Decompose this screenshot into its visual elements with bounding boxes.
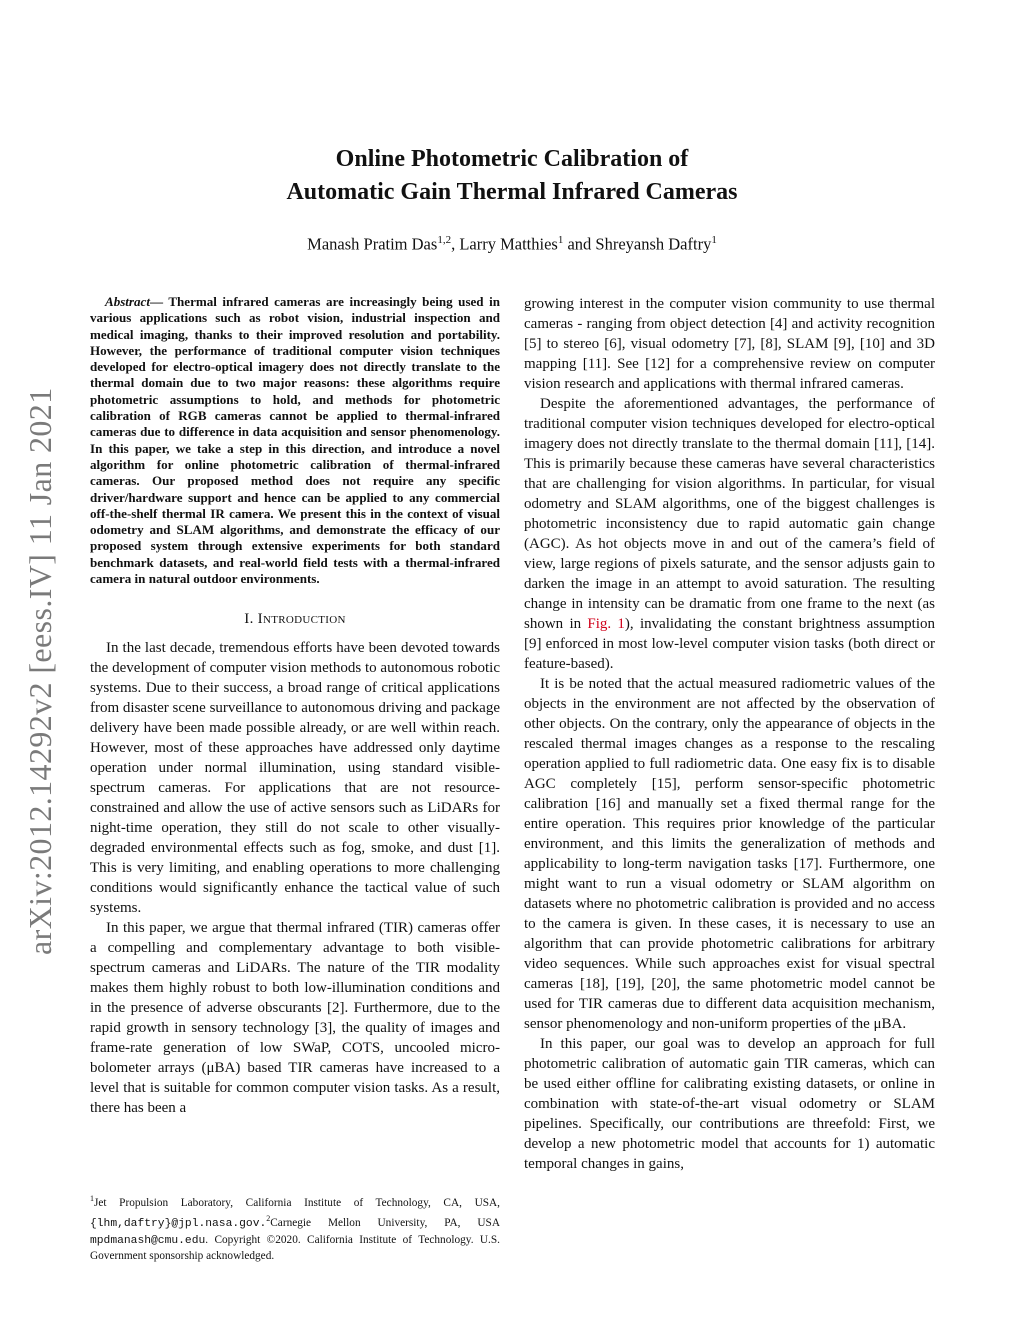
author-3-affiliation: 1 — [711, 234, 717, 246]
author-1: Manash Pratim Das — [307, 234, 438, 254]
footnote-marker-2: 2 — [266, 1214, 271, 1224]
footnote-email-1: {lhm,daftry}@jpl.nasa.gov. — [90, 1218, 267, 1231]
intro-paragraph-continued: growing interest in the computer vision community to use thermal cameras - ranging from object detection [4] and activity recognition [5] to stereo [6], visual odometry [7], [8], SLAM [9], [10] and 3D mapping [11]. See [12] for a comprehensive review on computer vision research and applications with thermal infrared cameras. — [524, 296, 935, 392]
paper-title — [0, 143, 1024, 209]
title-line-2: Automatic Gain Thermal Infrared Cameras — [286, 179, 738, 205]
intro-paragraph-2: In this paper, we argue that thermal infrared (TIR) cameras offer a compelling and complementary advantage to both visible-spectrum cameras and LiDARs. The nature of the TIR modality makes them highly robust to both low-illumination conditions and in the presence of adverse obscurants [2]. Furthermore, due to the rapid growth in sensory technology [3], the quality of images and frame-rate generation of low SWaP, COTS, uncooled micro-bolometer arrays (μBA) based TIR cameras have increased to a level that is suitable for common computer vision tasks. As a result, there has been a — [90, 920, 500, 1117]
intro-paragraph-3 — [524, 394, 935, 674]
footnote-email-2: mpdmanash@cmu.edu — [90, 1234, 206, 1247]
section-heading-introduction: I. Introduction — [244, 611, 346, 628]
left-column — [90, 294, 500, 1118]
right-column — [524, 294, 935, 1174]
paragraph-text: ), invalidating the constant brightness assumption [9] enforced in most low-level computer vision tasks (both direct or feature-based). — [524, 616, 935, 672]
author-separator: , — [451, 234, 460, 254]
abstract-text: Thermal infrared cameras are increasingly being used in various applications such as robot vision, industrial inspection and medical imaging, thanks to their improved resolution and portability. However, the performance of traditional computer vision techniques developed for electro-optical imagery does not directly translate to the thermal domain due to two major reasons: these algorithms require photometric assumptions to hold, and methods for photometric calibration of RGB cameras cannot be applied to thermal-infrared cameras due to difference in data acquisition and sensor phenomenology. In this paper, we take a step in this direction, and introduce a novel algorithm for online photometric calibration of thermal-infrared cameras. Our proposed method does not require any specific driver/hardware support and hence can be applied to any commercial off-the-shelf thermal IR camera. We present this in the context of visual odometry and SLAM algorithms, and demonstrate the efficacy of our proposed system through extensive experiments for both standard benchmark datasets, and real-world field tests with a thermal-infrared camera in natural outdoor environments. — [90, 294, 500, 587]
intro-paragraph-1: In the last decade, tremendous efforts have been devoted towards the development of computer vision methods to autonomous robotic systems. Due to their success, a broad range of critical applications from disaster scene surveillance to autonomous driving and package delivery have been made possible already, or are well within reach. However, most of these approaches have addressed only daytime operation under normal illumination, using standard visible-spectrum cameras. For applications that are not resource-constrained and allow the use of active sensors such as LiDARs for night-time operation, they still do not scale to other visually-degraded environmental effects such as fog, smoke, and dust [1]. This is very limiting, and enabling operations to more challenging conditions would significantly enhance the tactical value of such systems. — [90, 640, 500, 917]
footnote-copyright: . Copyright ©2020. California Institute of Technology. U.S. Government sponsorship acknowledged. — [90, 1233, 500, 1263]
intro-paragraph-4: It is be noted that the actual measured radiometric values of the objects in the environment are not affected by the observation of other objects. On the contrary, only the appearance of objects in the rescaled thermal images changes as a response to the rescaling operation applied to full radiometric data. One easy fix is to disable AGC completely [15], perform sensor-specific photometric calibration [16] and manually set a fixed thermal range for the entire operation. This requires prior knowledge of the particular environment, and this limits the generalization of methods and applicability to long-term navigation tasks [17]. Furthermore, one might want to run a visual odometry or SLAM algorithm on datasets where no photometric calibration is provided and no access to the camera is given. In these cases, it is necessary to use an algorithm that can provide photometric calibrations for arbitrary video sequences. While such approaches exist for visual spectral cameras [18], [19], [20], the same photometric model cannot be used for TIR cameras due to different data acquisition mechanism, sensor phenomenology and non-uniform properties of the μBA. — [524, 676, 935, 1032]
author-3: Shreyansh Daftry — [595, 234, 712, 254]
affiliation-footnote — [90, 1191, 500, 1265]
footnote-affiliation-1: Jet Propulsion Laboratory, California Institute of Technology, CA, USA, — [94, 1196, 500, 1209]
author-1-affiliation: 1,2 — [437, 234, 452, 246]
paragraph-text: Despite the aforementioned advantages, the performance of traditional computer vision techniques developed for electro-optical imagery does not directly translate to the thermal domain [11], [14]. This is primarily because these cameras have several characteristics that are challenging for vision algorithms. In particular, for visual odometry and SLAM algorithms, one of the biggest challenges is photometric inconsistency due to rapid automatic gain change (AGC). As hot objects move in and out of the camera’s field of view, large regions of pixels saturate, and the sensor adjusts gain to darken the image in an attempt to avoid saturation. The resulting change in intensity can be dramatic from one frame to the next (as shown in — [524, 396, 935, 632]
author-2: Larry Matthies — [459, 234, 558, 254]
footnote-affiliation-2: Carnegie Mellon University, PA, USA — [270, 1217, 500, 1230]
title-line-1: Online Photometric Calibration of — [335, 146, 689, 172]
intro-paragraph-5: In this paper, our goal was to develop an approach for full photometric calibration of automatic gain TIR cameras, which can be used either offline for calibrating existing datasets, or online in combination with state-of-the-art visual odometry or SLAM pipelines. Specifically, our contributions are threefold: First, we develop a new photometric model that accounts for 1) automatic temporal changes in gains, — [524, 1036, 935, 1172]
abstract-label: Abstract — [105, 294, 150, 309]
author-separator: and — [563, 234, 596, 254]
author-list — [0, 234, 1024, 255]
abstract-dash: — — [149, 294, 169, 309]
footnote-marker-1: 1 — [90, 1194, 94, 1203]
abstract — [90, 294, 500, 587]
figure-reference-link[interactable]: Fig. 1 — [587, 616, 625, 632]
arxiv-identifier: arXiv:2012.14292v2 [eess.IV] 11 Jan 2021 — [22, 387, 58, 955]
author-2-affiliation: 1 — [557, 234, 564, 246]
